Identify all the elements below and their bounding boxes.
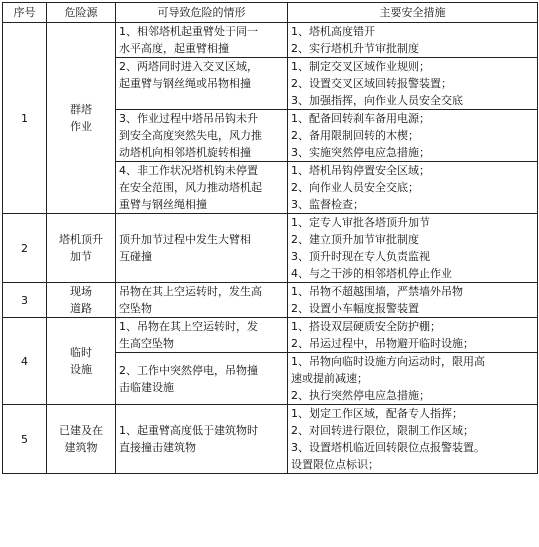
safety-measures-table [2,2,538,474]
situation-cell [116,283,288,318]
measure-line: 3、实施突然停电应急措施； [291,146,430,159]
situation-line: 2、工作中突然停电，吊物撞 [119,363,258,377]
measure-line: 1、搭设双层硬质安全防护棚； [291,320,441,333]
situation-cell [116,353,288,405]
situation-cell [116,214,288,283]
row-number: 3 [3,283,47,318]
measure-line: 3、监督检查； [291,198,364,211]
situation-line: 4、非工作状况塔机钩未停置 [119,164,258,177]
measure-line: 设置限位点标识； [291,458,379,471]
row-number: 1 [3,23,47,214]
hazard-line: 塔机顶升 [59,233,103,246]
measure-line: 1、划定工作区域，配备专人指挥； [291,407,463,420]
measure-line: 2、建立顶升加节审批制度 [291,233,419,246]
table-row [3,318,538,353]
situation-cell [116,405,288,474]
table-row [3,214,538,283]
measure-line: 1、吊物不超越围墙，严禁墙外吊物 [291,285,463,298]
measure-line: 2、实行塔机升节审批制度 [291,42,419,55]
measures-cell [288,162,538,214]
measures-cell [288,214,538,283]
hazard-line: 道路 [70,302,92,315]
hazard-cell [47,214,116,283]
table-row [3,23,538,58]
situation-line: 空坠物 [119,302,152,315]
situation-line: 水平高度，起重臂相撞 [119,42,229,55]
measure-line: 3、设置塔机临近回转限位点报警装置。 [291,441,485,454]
situation-line: 在安全范围，风力推动塔机起 [119,181,262,194]
measures-cell [288,318,538,353]
situation-line: 起重臂与钢丝绳或吊物相撞 [119,77,251,90]
measure-line: 1、塔机吊钩停置安全区域； [291,164,430,177]
measure-line: 1、配备回转刹车备用电源； [291,112,430,125]
situation-line: 直接撞击建筑物 [119,441,196,454]
header-row [3,3,538,23]
measure-line: 2、执行突然停电应急措施； [291,389,430,402]
situation-line: 动塔机向相邻塔机旋转相撞 [119,146,251,159]
situation-cell [116,23,288,58]
measures-cell [288,110,538,162]
measure-line: 速或提前减速； [291,372,368,385]
situation-line: 1、起重臂高度低于建筑物时 [119,424,258,437]
header-no: 序号 [3,3,47,23]
hazard-line: 临时 [70,346,92,359]
hazard-line: 作业 [70,120,92,133]
situation-cell [116,318,288,353]
situation-line: 重臂与钢丝绳相撞 [119,198,207,211]
situation-line: 击临建设施 [119,380,174,394]
hazard-line: 已建及在 [59,424,103,437]
measure-line: 3、加强指挥，向作业人员安全交底 [291,94,463,107]
situation-line: 3、作业过程中塔吊吊钩未升 [119,112,258,125]
situation-line: 互碰撞 [119,250,152,263]
measures-cell [288,353,538,405]
header-hazard: 危险源 [47,3,116,23]
measure-line: 1、制定交叉区域作业规则； [291,60,430,73]
situation-cell [116,58,288,110]
measures-cell [288,58,538,110]
measure-line: 1、吊物向临时设施方向运动时，限用高 [291,355,485,368]
measure-line: 2、备用限制回转的木楔； [291,129,419,142]
measure-line: 2、设置小车幅度报警装置 [291,302,419,315]
header-situation: 可导致危险的情形 [116,3,288,23]
measure-line: 2、吊运过程中，吊物避开临时设施； [291,337,474,350]
table-row [3,405,538,474]
hazard-line: 建筑物 [64,441,98,454]
situation-line: 1、相邻塔机起重臂处于同一 [119,25,258,38]
hazard-cell [47,318,116,405]
hazard-cell [47,23,116,214]
hazard-cell [47,405,116,474]
header-measures: 主要安全措施 [288,3,538,23]
measure-line: 4、与之干涉的相邻塔机停止作业 [291,267,452,280]
situation-line: 2、两塔同时进入交叉区域， [119,60,258,73]
measure-line: 2、对回转进行限位，限制工作区域； [291,424,474,437]
situation-cell [116,162,288,214]
situation-line: 到安全高度突然失电，风力推 [119,129,262,142]
hazard-line: 加节 [70,250,92,263]
measure-line: 2、向作业人员安全交底； [291,181,419,194]
measures-cell [288,23,538,58]
row-number: 2 [3,214,47,283]
measures-cell [288,283,538,318]
situation-line: 吊物在其上空运转时，发生高 [119,285,262,298]
hazard-line: 设施 [70,363,92,376]
row-number: 4 [3,318,47,405]
measures-cell [288,405,538,474]
measure-line: 1、定专人审批各塔顶升加节 [291,216,430,229]
situation-line: 生高空坠物 [119,337,174,350]
table-row [3,283,538,318]
situation-line: 1、吊物在其上空运转时，发 [119,320,258,333]
hazard-line: 群塔 [70,103,92,116]
row-number: 5 [3,405,47,474]
measure-line: 3、顶升时现在专人负责监视 [291,250,430,263]
measure-line: 2、设置交叉区域回转报警装置； [291,77,452,90]
measure-line: 1、塔机高度错开 [291,25,375,38]
hazard-cell [47,283,116,318]
situation-cell [116,110,288,162]
situation-line: 顶升加节过程中发生大臂相 [119,233,251,246]
hazard-line: 现场 [70,285,92,298]
